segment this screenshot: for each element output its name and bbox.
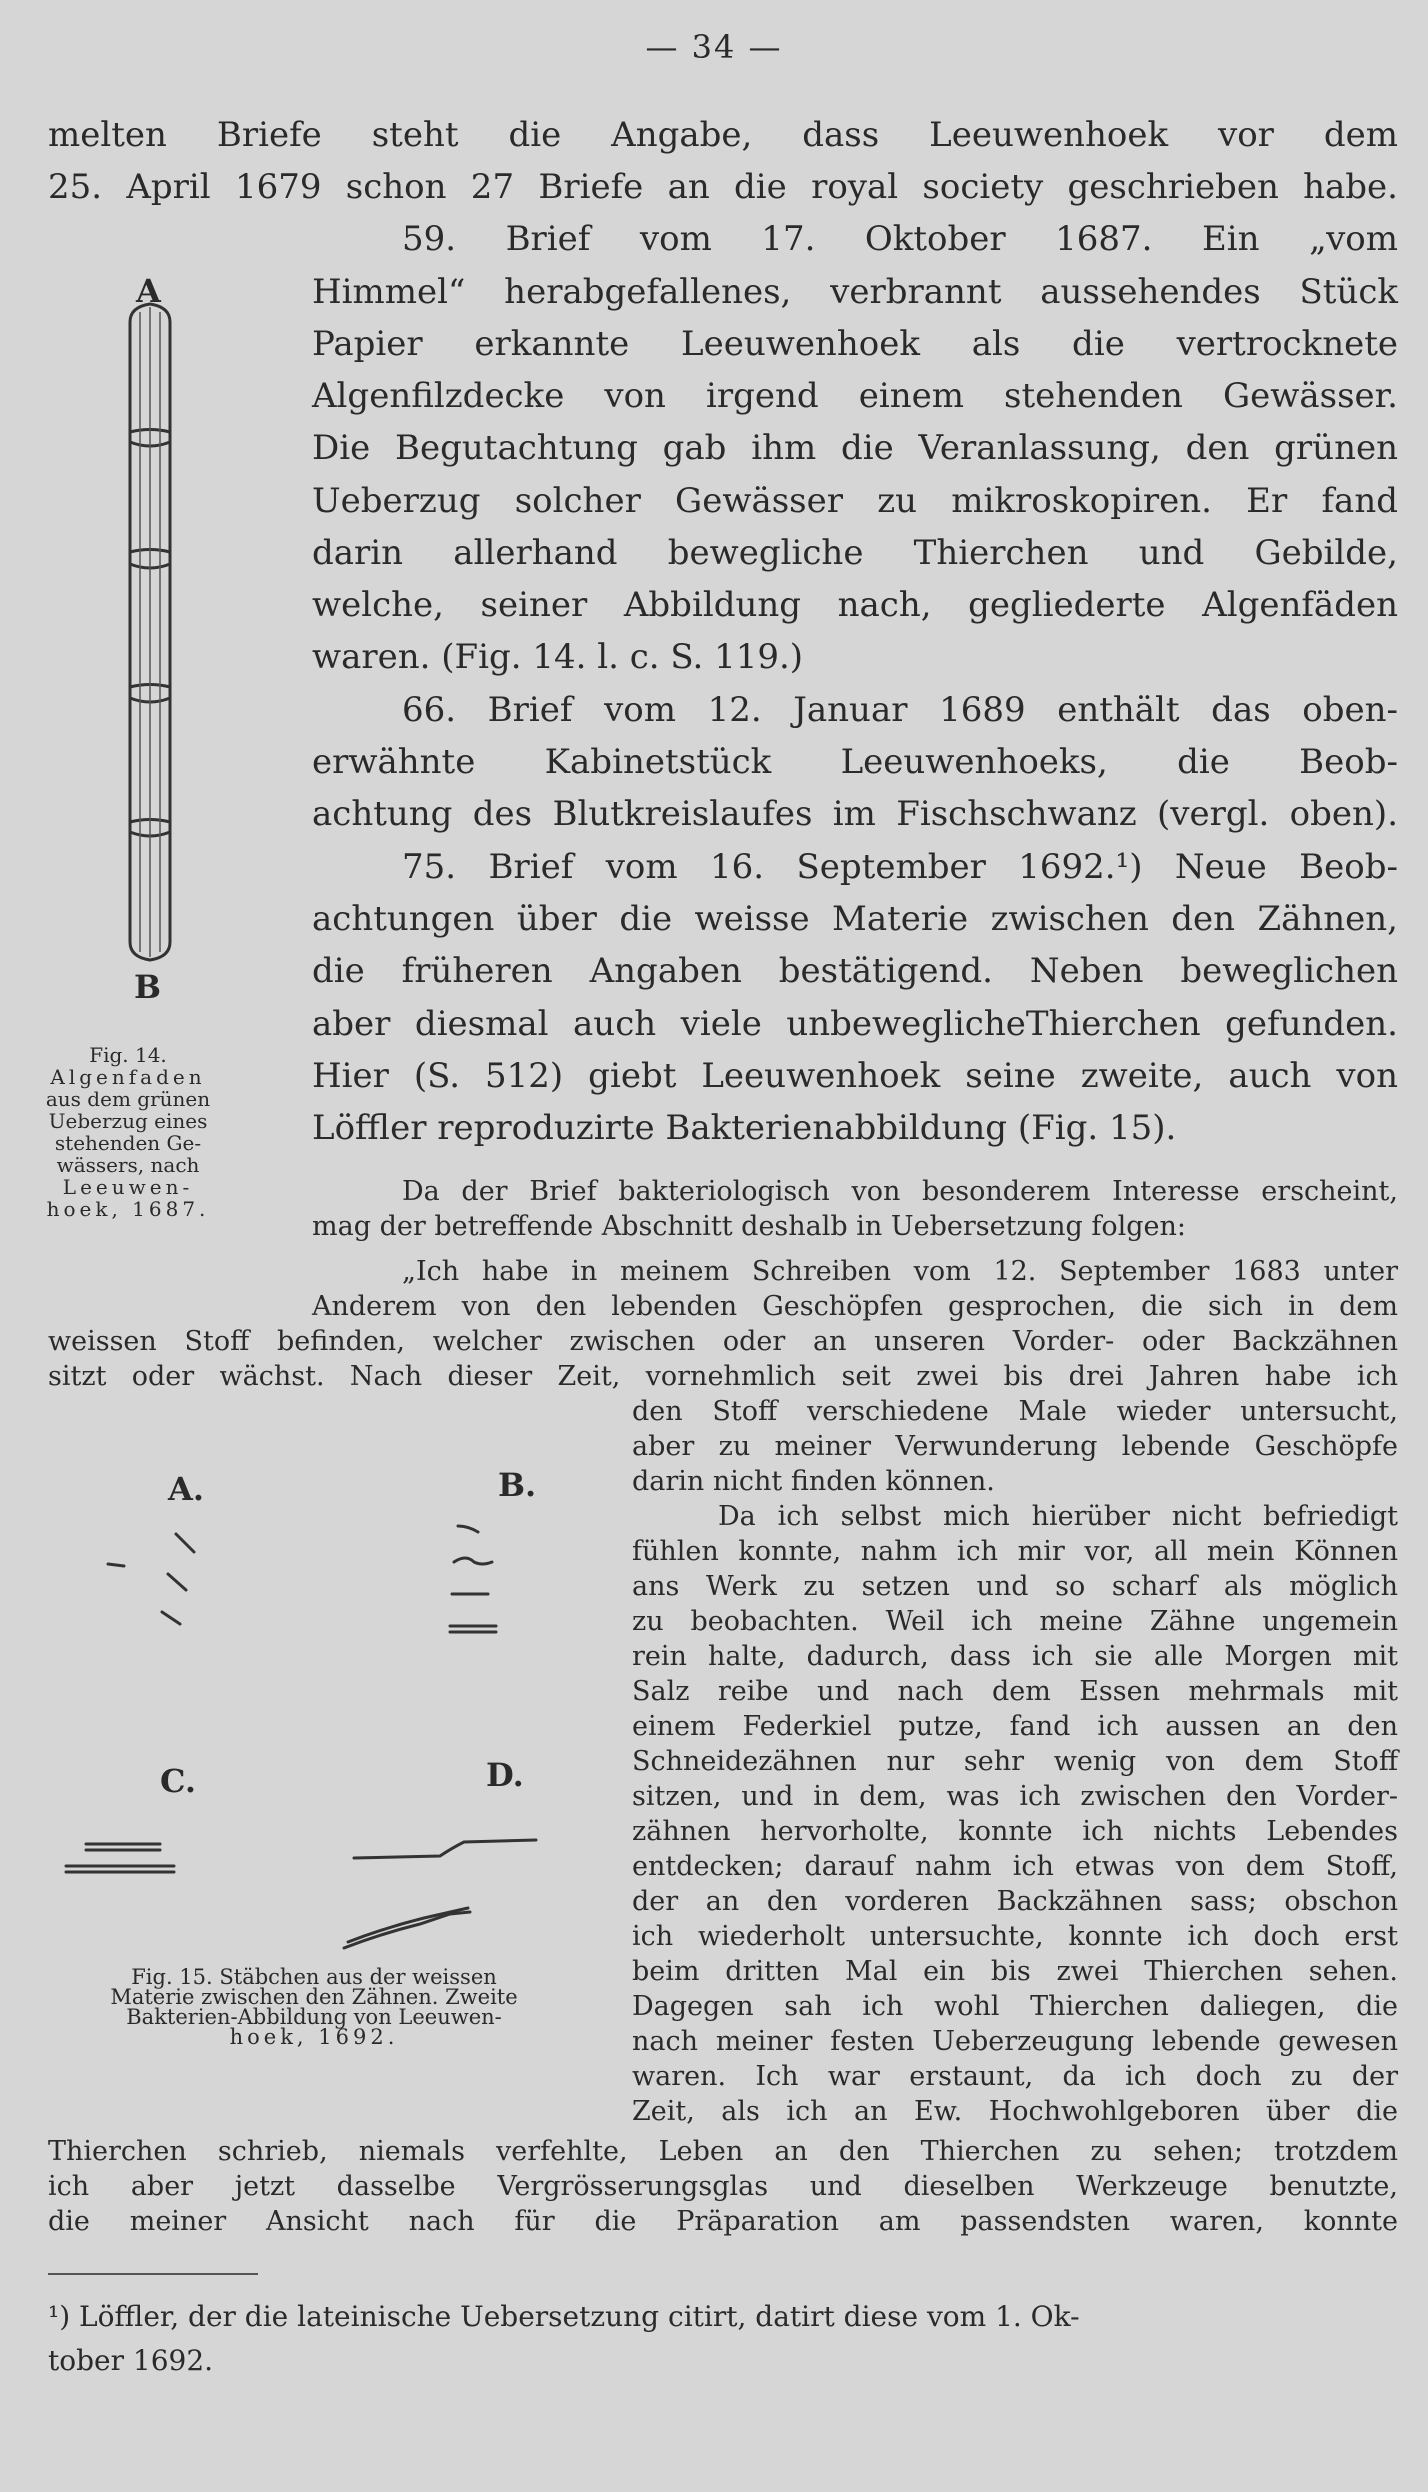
quote-right-line: entdecken; darauf nahm ich etwas von dem Stoff,	[632, 1851, 1398, 1882]
letter75-line: Löffler reproduzirte Bakterienabbildung (Fig. 15).	[312, 1108, 1177, 1148]
fig15-label-c: C.	[160, 1762, 197, 1800]
interest-line: mag der betreffende Abschnitt deshalb in Uebersetzung folgen:	[312, 1211, 1186, 1242]
letter59-line: 59. Brief vom 17. Oktober 1687. Ein „vom	[402, 219, 1398, 259]
quote-right-line: der an den vorderen Backzähnen sass; obschon	[632, 1886, 1398, 1917]
fig14-caption-line: Ueberzug eines	[48, 1109, 208, 1133]
footnote	[48, 2295, 1398, 2383]
letter75-line: aber diesmal auch viele unbeweglicheThierchen gefunden.	[312, 1004, 1398, 1044]
quote-line: weissen Stoff befinden, welcher zwischen oder an unseren Vorder- oder Backzähnen	[48, 1326, 1398, 1357]
fig15-label-a: A.	[168, 1470, 204, 1508]
fig14-algae-filament	[120, 302, 180, 962]
intro-line: 25. April 1679 schon 27 Briefe an die royal society geschrieben habe.	[48, 167, 1398, 207]
footnote-line: tober 1692.	[48, 2344, 214, 2377]
page-number: — 34 —	[645, 28, 783, 66]
quote-right-line: nach meiner festen Ueberzeugung lebende gewesen	[632, 2026, 1398, 2057]
letter59-line: Algenfilzdecke von irgend einem stehenden Gewässer.	[312, 376, 1398, 416]
quote-right-line: aber zu meiner Verwunderung lebende Geschöpfe	[632, 1431, 1398, 1462]
letter59-line: Die Begutachtung gab ihm die Veranlassung, den grünen	[312, 428, 1398, 468]
quote-right-line: waren. Ich war erstaunt, da ich doch zu der	[632, 2061, 1398, 2092]
letter59-line: Himmel“ herabgefallenes, verbrannt aussehendes Stück	[312, 272, 1398, 312]
fig15-bacteria-b	[448, 1518, 538, 1638]
quote-right-line: fühlen konnte, nahm ich mir vor, all mein Können	[632, 1536, 1398, 1567]
quote-right-line: ans Werk zu setzen und so scharf als möglich	[632, 1571, 1398, 1602]
fig14-caption-line: wässers, nach	[56, 1153, 200, 1177]
fig15-bacteria-c	[56, 1836, 186, 1876]
letter66-line: achtung des Blutkreislaufes im Fischschwanz (vergl. oben).	[312, 794, 1398, 834]
fig15-caption-line: Materie zwischen den Zähnen. Zweite	[110, 1985, 518, 2009]
quote-end-line: die meiner Ansicht nach für die Präparation am passendsten waren, konnte	[48, 2206, 1398, 2237]
quote-right-line: darin nicht finden können.	[632, 1466, 995, 1497]
letter59-line: welche, seiner Abbildung nach, gegliederte Algenfäden	[312, 585, 1398, 625]
letter75-line: die früheren Angaben bestätigend. Neben beweglichen	[312, 951, 1398, 991]
quote-line: Anderem von den lebenden Geschöpfen gesprochen, die sich in dem	[312, 1291, 1398, 1322]
letter66-line: erwähnte Kabinetstück Leeuwenhoeks, die Beob-	[312, 742, 1398, 782]
letter59-line: darin allerhand bewegliche Thierchen und Gebilde,	[312, 533, 1398, 573]
letter75-line: Hier (S. 512) giebt Leeuwenhoek seine zweite, auch von	[312, 1056, 1398, 1096]
letter59-line: waren. (Fig. 14. l. c. S. 119.)	[312, 637, 804, 677]
quote-line: „Ich habe in meinem Schreiben vom 12. September 1683 unter	[402, 1256, 1398, 1287]
quote-right-line: den Stoff verschiedene Male wieder untersucht,	[632, 1396, 1398, 1427]
fig15-caption	[44, 1967, 584, 2047]
fig14-label-b: B	[134, 968, 162, 1006]
fig14-caption-line: Algenfaden	[50, 1065, 206, 1089]
fig15-caption-line: Fig. 15. Stäbchen aus der weissen	[131, 1965, 497, 1989]
quote-right-line: einem Federkiel putze, fand ich aussen an den	[632, 1711, 1398, 1742]
quote-end-line: ich aber jetzt dasselbe Vergrösserungsglas und dieselben Werkzeuge benutzte,	[48, 2171, 1398, 2202]
quote-right-line: Schneidezähnen nur sehr wenig von dem Stoff	[632, 1746, 1398, 1777]
interest-line: Da der Brief bakteriologisch von besonderem Interesse erscheint,	[402, 1176, 1398, 1207]
quote-right-line: zähnen hervorholte, konnte ich nichts Lebendes	[632, 1816, 1398, 1847]
intro-line: melten Briefe steht die Angabe, dass Leeuwenhoek vor dem	[48, 115, 1398, 155]
fig14-caption-line: stehenden Ge-	[54, 1131, 202, 1155]
quote-right-line: ich wiederholt untersuchte, konnte ich doch erst	[632, 1921, 1398, 1952]
footnote-rule	[48, 2273, 258, 2275]
fig14-caption-line: hoek, 1687.	[46, 1197, 210, 1221]
fig15-label-b: B.	[498, 1466, 537, 1504]
fig15-caption-line: hoek, 1692.	[229, 2025, 399, 2049]
quote-end-line: Thierchen schrieb, niemals verfehlte, Leben an den Thierchen zu sehen; trotzdem	[48, 2136, 1398, 2167]
fig15-caption-line: Bakterien-Abbildung von Leeuwen-	[126, 2005, 502, 2029]
fig14-caption-line: aus dem grünen	[45, 1087, 211, 1111]
letter59-line: Ueberzug solcher Gewässer zu mikroskopiren. Er fand	[312, 481, 1398, 521]
letter59-line: Papier erkannte Leeuwenhoek als die vertrocknete	[312, 324, 1398, 364]
quote-right-line: Dagegen sah ich wohl Thierchen daliegen, die	[632, 1991, 1398, 2022]
quote-right-line: Zeit, als ich an Ew. Hochwohlgeboren über die	[632, 2096, 1398, 2127]
quote-right-line: sitzen, und in dem, was ich zwischen den Vorder-	[632, 1781, 1398, 1812]
quote-right-line: zu beobachten. Weil ich meine Zähne ungemein	[632, 1606, 1398, 1637]
letter75-line: achtungen über die weisse Materie zwischen den Zähnen,	[312, 899, 1398, 939]
footnote-line: ¹) Löffler, der die lateinische Uebersetzung citirt, datirt diese vom 1. Ok-	[48, 2300, 1080, 2333]
quote-right-line: Da ich selbst mich hierüber nicht befriedigt	[718, 1501, 1398, 1532]
fig15-bacteria-a	[100, 1530, 210, 1630]
quote-line: sitzt oder wächst. Nach dieser Zeit, vornehmlich seit zwei bis drei Jahren habe ich	[48, 1361, 1398, 1392]
letter75-line: 75. Brief vom 16. September 1692.¹) Neue Beob-	[402, 847, 1398, 887]
quote-right-line: Salz reibe und nach dem Essen mehrmals mit	[632, 1676, 1398, 1707]
quote-right-line: rein halte, dadurch, dass ich sie alle Morgen mit	[632, 1641, 1398, 1672]
fig15-bacteria-d	[340, 1830, 580, 1960]
letter66-line: 66. Brief vom 12. Januar 1689 enthält das oben-	[402, 690, 1398, 730]
fig14-caption	[28, 1044, 228, 1220]
fig14-caption-line: Fig. 14.	[89, 1043, 167, 1067]
quote-right-line: beim dritten Mal ein bis zwei Thierchen sehen.	[632, 1956, 1398, 1987]
fig14-label-a: A	[136, 272, 161, 310]
fig14-caption-line: Leeuwen-	[62, 1175, 194, 1199]
fig15-label-d: D.	[486, 1756, 524, 1794]
